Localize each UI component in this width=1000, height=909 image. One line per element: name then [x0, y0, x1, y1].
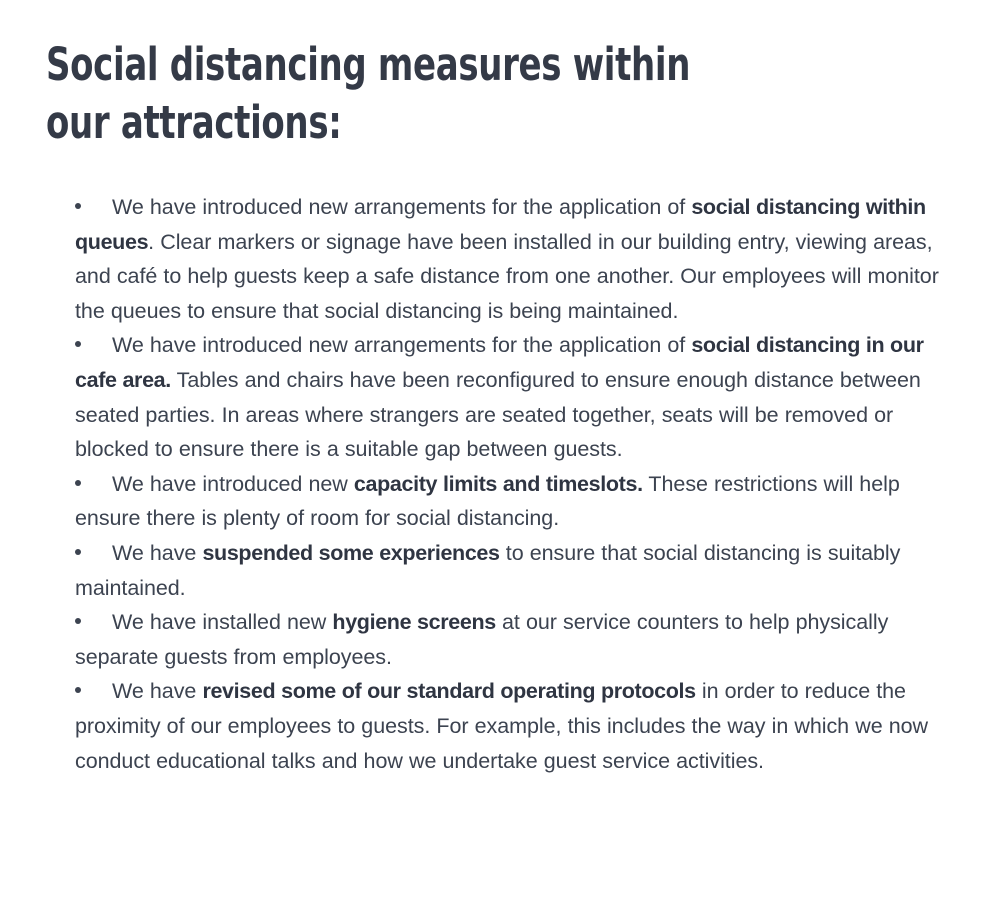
body-text: These restrictions will help ensure there is plenty of room for social distancing. — [75, 471, 900, 531]
bullet-dot-icon — [75, 480, 81, 486]
list-item-text — [75, 605, 955, 674]
body-text: to ensure that social distancing is suitably maintained. — [75, 540, 901, 600]
social-distancing-measures-list — [0, 190, 1000, 778]
body-text: . Clear markers or signage have been installed in our building entry, viewing areas, and café to help guests keep a safe distance from one another. Our employees will monitor the queues to ensure that social distancing is being maintained. — [75, 229, 939, 323]
list-item — [0, 467, 1000, 536]
body-text: We have introduced new arrangements for the application of — [112, 333, 692, 358]
list-item — [0, 536, 1000, 605]
list-item — [0, 674, 1000, 778]
emphasis-text: hygiene screens — [332, 610, 496, 635]
emphasis-text: capacity limits and timeslots. — [353, 471, 643, 496]
body-text: We have installed new — [112, 610, 333, 635]
list-item-text — [75, 536, 955, 605]
list-item-text — [75, 674, 955, 778]
list-item — [0, 190, 1000, 328]
list-item-text — [75, 190, 955, 328]
list-item-text — [75, 328, 955, 466]
body-text: We have introduced new arrangements for the application of — [112, 195, 692, 219]
emphasis-text: suspended some experiences — [202, 540, 500, 565]
body-text: We have — [112, 679, 203, 704]
list-item — [0, 328, 1000, 466]
emphasis-text: social distancing in our cafe area. — [75, 333, 924, 392]
body-text: at our service counters to help physically separate guests from employees. — [75, 610, 889, 669]
body-text: Tables and chairs have been reconfigured to ensure enough distance between seated parties. In areas where strangers are seated together, seats will be removed or blocked to ensure there is a suitable gap between guests. — [75, 367, 921, 462]
bullet-dot-icon — [75, 549, 81, 555]
emphasis-text: revised some of our standard operating protocols — [202, 679, 696, 704]
list-item — [0, 605, 1000, 674]
page-title: Social distancing measures within our attractions: — [46, 38, 702, 149]
list-item-text — [75, 467, 955, 536]
emphasis-text: social distancing within queues — [75, 195, 926, 254]
body-text: We have introduced new — [112, 471, 354, 496]
body-text: We have — [112, 540, 203, 565]
body-text: in order to reduce the proximity of our employees to guests. For example, this includes the way in which we now conduct educational talks and how we undertake guest service activities. — [75, 679, 929, 773]
bullet-dot-icon — [75, 203, 81, 209]
